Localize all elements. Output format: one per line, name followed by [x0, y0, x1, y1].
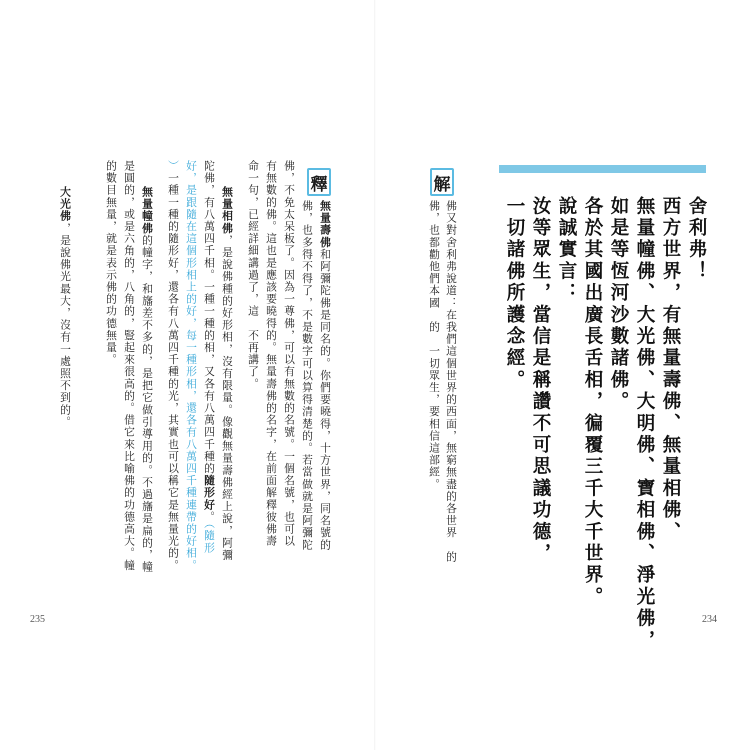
interpret-col-12: 的數目無量，就是表示佛的功德無量。	[105, 160, 118, 366]
verse-line-3: 無量幢佛、大光佛、大明佛、寶相佛、淨光佛，	[634, 196, 655, 652]
interpret-col-6: 無量相佛，是說佛種的好形相，沒有限量。像觀無量壽佛經上說，阿彌	[221, 186, 234, 562]
page-number-left: 235	[30, 614, 45, 625]
interpret-col-5: 命一句，已經詳細講過了，這 不再講了。	[247, 160, 260, 390]
interpret-col-11: 是圓的，或是六角的，八角的，豎起來很高的。借它來比喻佛的功德高大。幢	[123, 160, 136, 572]
interpret-col-7: 陀佛，有八萬四千相。一種一種的相，又各有八萬四千種的隨形好。（隨形	[203, 160, 216, 554]
interpret-col-10: 無量幢佛的幢字，和旛差不多的，是把它做引導用的。不過旛是扁的，幢	[141, 186, 154, 574]
accent-bar	[499, 165, 706, 173]
interpret-col-4: 有無數的佛。這也是應該要曉得的。無量壽佛的名字，在前面解釋彼佛壽	[265, 160, 278, 548]
interpret-col-13: 大光佛，是說佛光最大，沒有一處照不到的。	[59, 186, 72, 429]
verse-line-2: 西方世界，有無量壽佛、無量相佛、	[660, 196, 681, 544]
interpret-col-3: 佛，不免太呆板了。因為一尊佛，可以有無數的名號。一個名號，也可以	[283, 160, 296, 548]
verse-line-6: 說誠實言：	[556, 196, 577, 305]
verse-line-7: 汝等眾生，當信是稱讚不可思議功德，	[530, 196, 551, 565]
explain-label: 解	[430, 168, 454, 196]
verse-line-8: 一切諸佛所護念經。	[504, 196, 525, 392]
interpret-col-8: 好，是跟隨在這個形相上的好，每一種形相，還各有八萬四千種連帶的好相。	[185, 160, 198, 572]
explain-line-1: 佛又對舍利弗說道：在我們這個世界的西面，無窮無盡的各世界 的	[445, 200, 458, 563]
page-number-right: 234	[702, 614, 717, 625]
term-daguang: 大光佛	[59, 186, 72, 223]
verse-line-1: 舍利弗！	[686, 196, 707, 283]
interpret-label: 釋	[307, 168, 331, 196]
term-wuliangchuang: 無量幢佛	[141, 186, 154, 235]
interpret-col-2: 佛，也多得不得了，不是數字可以算得清楚的。若當做就是阿彌陀	[301, 200, 314, 551]
interpret-col-1: 無量壽佛和阿彌陀佛是同名的。你們要曉得，十方世界，同名號的	[319, 200, 332, 551]
verse-line-4: 如是等恆河沙數諸佛。	[608, 196, 629, 413]
term-wuliangshou: 無量壽佛	[319, 200, 332, 249]
page-gutter	[374, 0, 376, 750]
interpret-col-9: ）一種一種的隨形好，還各有八萬四千種的光，其實也可以稱它是無量光的。	[167, 160, 180, 572]
term-wuliangxiang: 無量相佛	[221, 186, 234, 235]
verse-line-5: 各於其國出廣長舌相，徧覆三千大千世界。	[582, 196, 603, 609]
explain-line-2: 佛，也都勸他們本國 的 一切眾生，要相信這部經。	[428, 200, 441, 491]
